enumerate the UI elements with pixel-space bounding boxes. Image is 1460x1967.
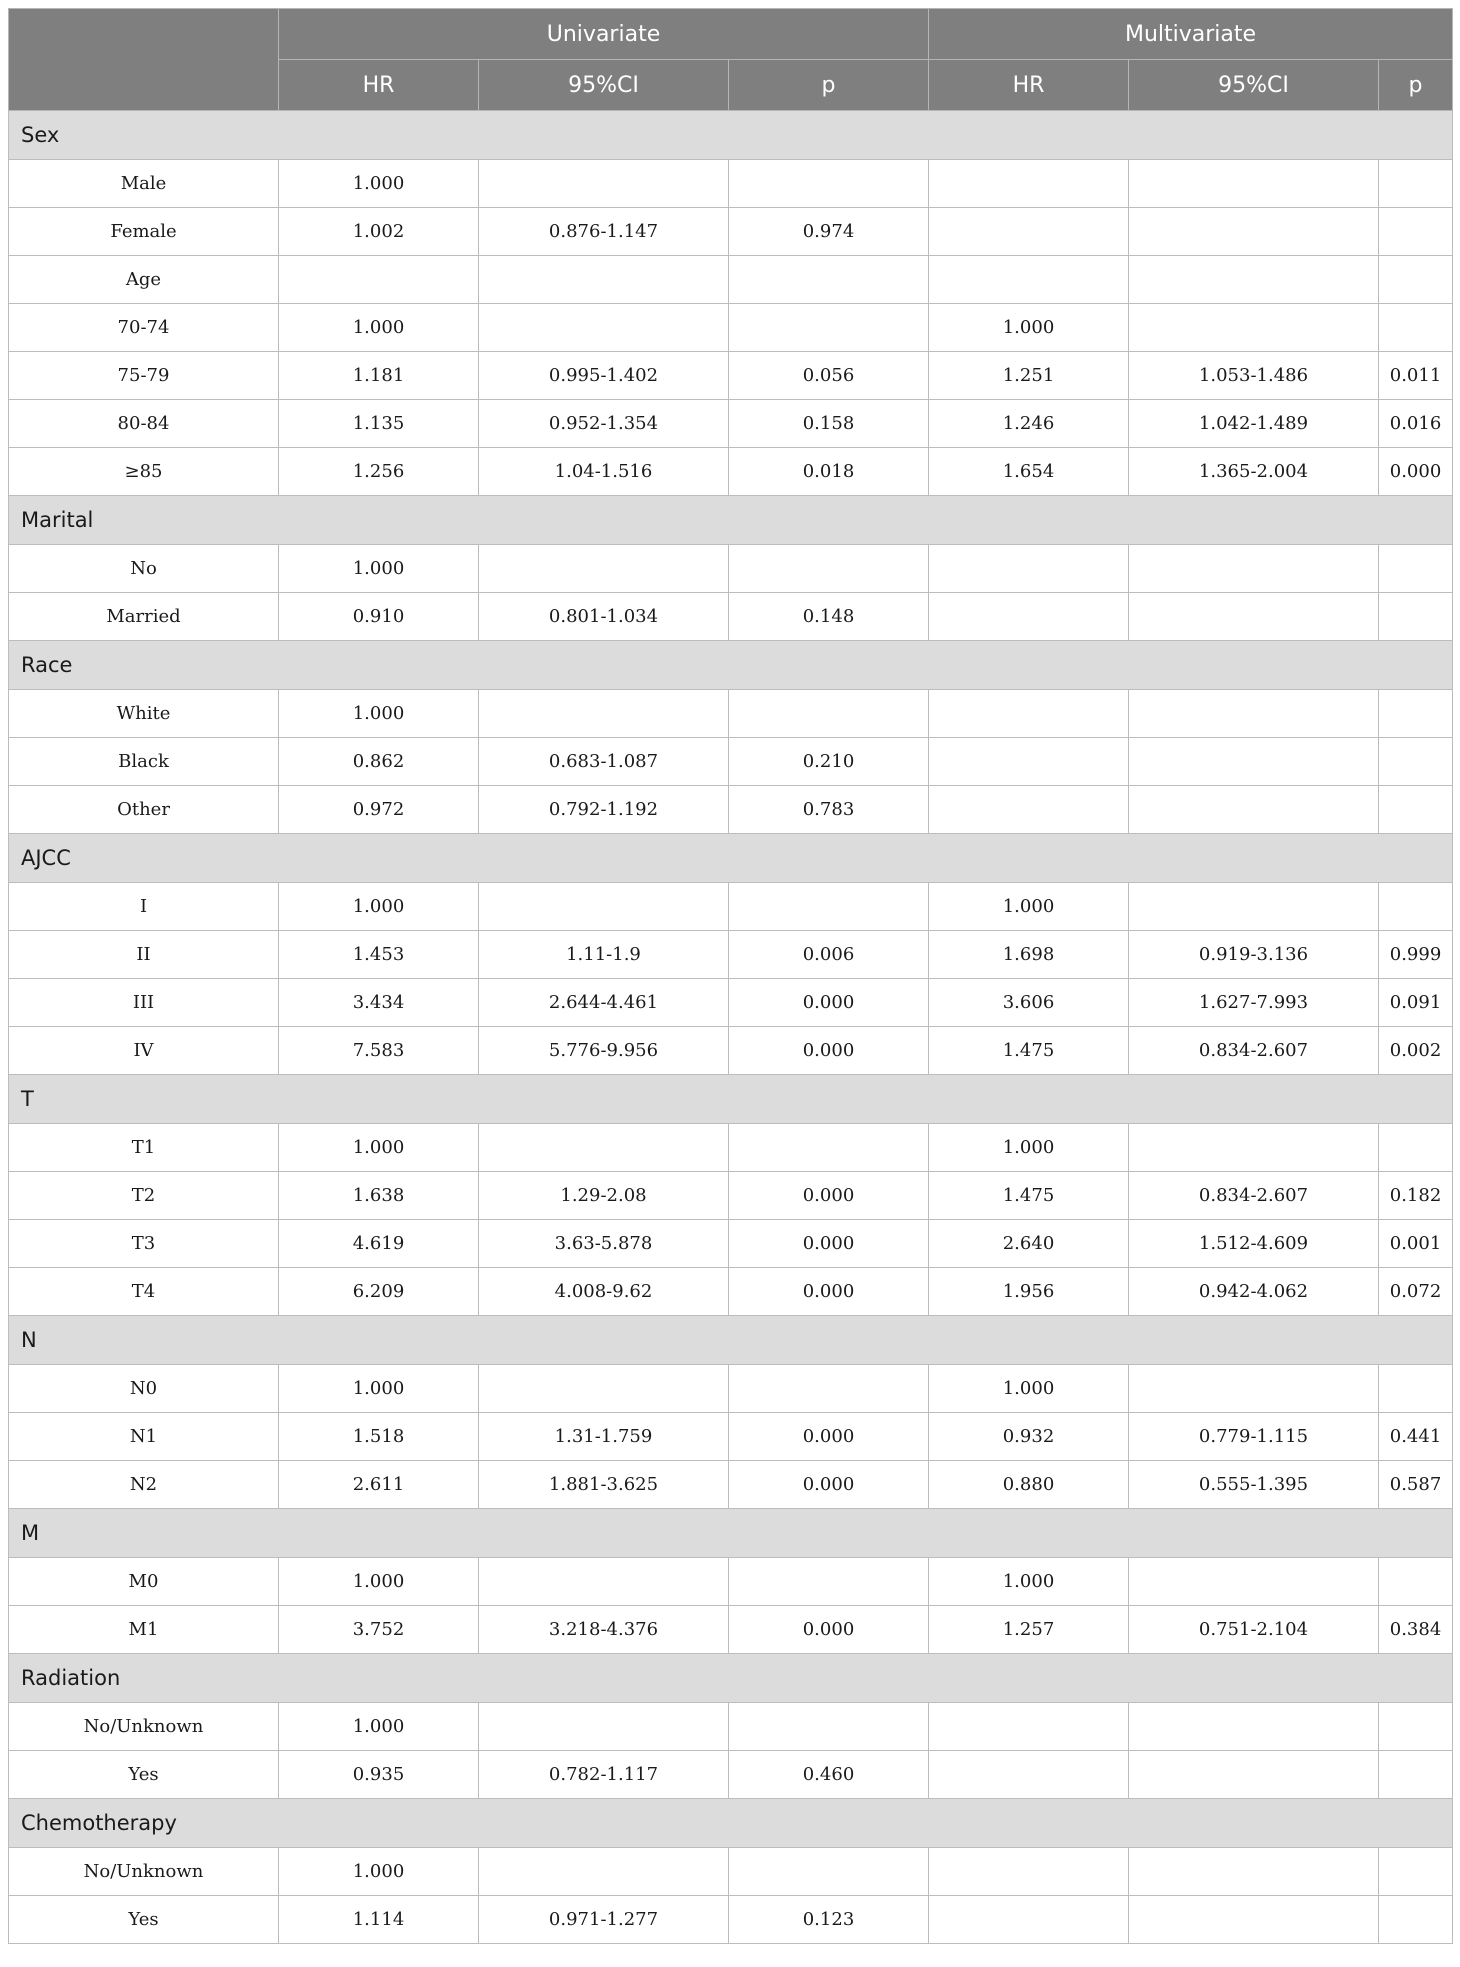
multi-p-cell: 0.016	[1379, 400, 1453, 448]
table-row	[9, 1703, 1453, 1751]
table-row	[9, 1220, 1453, 1268]
multi-hr-cell	[929, 1751, 1129, 1799]
multi-hr-cell: 0.880	[929, 1461, 1129, 1509]
uni-ci-cell: 5.776-9.956	[479, 1027, 729, 1075]
row-label: T2	[9, 1172, 279, 1220]
group-label: Race	[9, 641, 1453, 690]
row-label: III	[9, 979, 279, 1027]
header-multi-hr: HR	[929, 60, 1129, 111]
uni-hr-cell: 1.000	[279, 1124, 479, 1172]
multi-ci-cell	[1129, 1848, 1379, 1896]
table-row	[9, 1751, 1453, 1799]
multi-ci-cell: 1.512-4.609	[1129, 1220, 1379, 1268]
uni-ci-cell	[479, 256, 729, 304]
uni-ci-cell	[479, 1558, 729, 1606]
multi-p-cell	[1379, 208, 1453, 256]
multi-p-cell: 0.002	[1379, 1027, 1453, 1075]
uni-hr-cell: 3.752	[279, 1606, 479, 1654]
multi-hr-cell	[929, 1703, 1129, 1751]
table-row	[9, 979, 1453, 1027]
multi-p-cell	[1379, 786, 1453, 834]
uni-hr-cell: 1.181	[279, 352, 479, 400]
header-blank-cell	[9, 9, 279, 111]
uni-hr-cell: 1.000	[279, 304, 479, 352]
row-label: Married	[9, 593, 279, 641]
table-row	[9, 738, 1453, 786]
table-row	[9, 1413, 1453, 1461]
table-row	[9, 1461, 1453, 1509]
multi-ci-cell	[1129, 1124, 1379, 1172]
row-label: No/Unknown	[9, 1703, 279, 1751]
uni-ci-cell: 1.29-2.08	[479, 1172, 729, 1220]
table-row	[9, 1027, 1453, 1075]
table-row	[9, 400, 1453, 448]
uni-hr-cell: 0.972	[279, 786, 479, 834]
multi-ci-cell	[1129, 256, 1379, 304]
table-row	[9, 1558, 1453, 1606]
multi-hr-cell: 1.000	[929, 1365, 1129, 1413]
row-label: White	[9, 690, 279, 738]
multi-ci-cell	[1129, 1558, 1379, 1606]
uni-hr-cell: 2.611	[279, 1461, 479, 1509]
multi-p-cell	[1379, 1558, 1453, 1606]
uni-hr-cell: 1.000	[279, 1703, 479, 1751]
uni-p-cell	[729, 883, 929, 931]
uni-ci-cell	[479, 883, 729, 931]
uni-ci-cell: 0.952-1.354	[479, 400, 729, 448]
uni-p-cell: 0.123	[729, 1896, 929, 1944]
multi-ci-cell: 1.365-2.004	[1129, 448, 1379, 496]
row-label: IV	[9, 1027, 279, 1075]
multi-ci-cell	[1129, 738, 1379, 786]
table-row	[9, 1896, 1453, 1944]
uni-hr-cell: 1.000	[279, 1365, 479, 1413]
multi-hr-cell: 1.475	[929, 1027, 1129, 1075]
uni-hr-cell: 3.434	[279, 979, 479, 1027]
multi-hr-cell: 1.000	[929, 304, 1129, 352]
multi-p-cell: 0.000	[1379, 448, 1453, 496]
uni-p-cell: 0.006	[729, 931, 929, 979]
uni-p-cell: 0.000	[729, 1220, 929, 1268]
multi-hr-cell	[929, 160, 1129, 208]
table-row	[9, 1172, 1453, 1220]
row-label: N2	[9, 1461, 279, 1509]
uni-ci-cell: 2.644-4.461	[479, 979, 729, 1027]
multi-hr-cell	[929, 545, 1129, 593]
row-label: ≥85	[9, 448, 279, 496]
header-multivariate: Multivariate	[929, 9, 1453, 60]
uni-p-cell	[729, 1365, 929, 1413]
multi-ci-cell	[1129, 1751, 1379, 1799]
uni-hr-cell	[279, 256, 479, 304]
uni-p-cell	[729, 160, 929, 208]
multi-hr-cell: 1.000	[929, 1124, 1129, 1172]
uni-p-cell: 0.000	[729, 1606, 929, 1654]
multi-ci-cell: 0.942-4.062	[1129, 1268, 1379, 1316]
header-uni-ci: 95%CI	[479, 60, 729, 111]
group-label: Marital	[9, 496, 1453, 545]
group-header-row	[9, 1075, 1453, 1124]
table-row	[9, 883, 1453, 931]
uni-ci-cell: 0.876-1.147	[479, 208, 729, 256]
multi-hr-cell	[929, 786, 1129, 834]
table-row	[9, 1848, 1453, 1896]
multi-ci-cell	[1129, 304, 1379, 352]
group-label: M	[9, 1509, 1453, 1558]
multi-ci-cell: 1.042-1.489	[1129, 400, 1379, 448]
multi-hr-cell: 1.000	[929, 1558, 1129, 1606]
group-header-row	[9, 1799, 1453, 1848]
multi-ci-cell: 0.834-2.607	[1129, 1172, 1379, 1220]
uni-hr-cell: 7.583	[279, 1027, 479, 1075]
multi-p-cell: 0.441	[1379, 1413, 1453, 1461]
uni-hr-cell: 1.453	[279, 931, 479, 979]
uni-ci-cell	[479, 545, 729, 593]
table-row	[9, 160, 1453, 208]
multi-ci-cell	[1129, 208, 1379, 256]
group-header-row	[9, 111, 1453, 160]
multi-p-cell	[1379, 1124, 1453, 1172]
row-label: M0	[9, 1558, 279, 1606]
group-header-row	[9, 834, 1453, 883]
multi-p-cell: 0.001	[1379, 1220, 1453, 1268]
multi-p-cell	[1379, 1703, 1453, 1751]
multi-hr-cell: 1.257	[929, 1606, 1129, 1654]
uni-ci-cell: 0.971-1.277	[479, 1896, 729, 1944]
uni-p-cell: 0.783	[729, 786, 929, 834]
multi-ci-cell: 0.555-1.395	[1129, 1461, 1379, 1509]
multi-ci-cell	[1129, 1703, 1379, 1751]
group-label: Chemotherapy	[9, 1799, 1453, 1848]
uni-ci-cell: 0.683-1.087	[479, 738, 729, 786]
row-label: N0	[9, 1365, 279, 1413]
row-label: No	[9, 545, 279, 593]
table-row	[9, 690, 1453, 738]
multi-ci-cell	[1129, 545, 1379, 593]
uni-hr-cell: 0.862	[279, 738, 479, 786]
uni-ci-cell	[479, 1365, 729, 1413]
uni-p-cell: 0.148	[729, 593, 929, 641]
row-label: No/Unknown	[9, 1848, 279, 1896]
multi-hr-cell: 3.606	[929, 979, 1129, 1027]
row-label: N1	[9, 1413, 279, 1461]
uni-hr-cell: 1.002	[279, 208, 479, 256]
uni-ci-cell: 0.792-1.192	[479, 786, 729, 834]
uni-ci-cell: 1.04-1.516	[479, 448, 729, 496]
uni-p-cell: 0.460	[729, 1751, 929, 1799]
multi-p-cell	[1379, 1848, 1453, 1896]
multi-p-cell	[1379, 160, 1453, 208]
table-row	[9, 1124, 1453, 1172]
multi-p-cell	[1379, 545, 1453, 593]
multi-p-cell	[1379, 738, 1453, 786]
multi-hr-cell	[929, 1848, 1129, 1896]
table-header	[9, 9, 1453, 111]
uni-hr-cell: 1.256	[279, 448, 479, 496]
multi-p-cell	[1379, 1896, 1453, 1944]
multi-hr-cell	[929, 256, 1129, 304]
table-row	[9, 545, 1453, 593]
multi-hr-cell: 1.698	[929, 931, 1129, 979]
uni-hr-cell: 0.910	[279, 593, 479, 641]
uni-hr-cell: 1.000	[279, 883, 479, 931]
row-label: Black	[9, 738, 279, 786]
table-row	[9, 304, 1453, 352]
row-label: 70-74	[9, 304, 279, 352]
uni-hr-cell: 4.619	[279, 1220, 479, 1268]
row-label: Yes	[9, 1896, 279, 1944]
uni-p-cell	[729, 1558, 929, 1606]
multi-p-cell: 0.091	[1379, 979, 1453, 1027]
uni-hr-cell: 1.000	[279, 690, 479, 738]
header-uni-hr: HR	[279, 60, 479, 111]
table-row	[9, 208, 1453, 256]
table-row	[9, 448, 1453, 496]
multi-hr-cell	[929, 690, 1129, 738]
table-row	[9, 352, 1453, 400]
multi-ci-cell: 1.627-7.993	[1129, 979, 1379, 1027]
uni-p-cell: 0.000	[729, 979, 929, 1027]
multi-p-cell	[1379, 883, 1453, 931]
uni-ci-cell	[479, 690, 729, 738]
multi-p-cell: 0.999	[1379, 931, 1453, 979]
uni-ci-cell	[479, 1703, 729, 1751]
multi-hr-cell: 1.000	[929, 883, 1129, 931]
table-row	[9, 1268, 1453, 1316]
table-row	[9, 593, 1453, 641]
multi-ci-cell	[1129, 1896, 1379, 1944]
row-label: I	[9, 883, 279, 931]
group-header-row	[9, 1654, 1453, 1703]
multi-ci-cell	[1129, 1365, 1379, 1413]
multi-hr-cell: 1.654	[929, 448, 1129, 496]
table-row	[9, 1365, 1453, 1413]
uni-p-cell: 0.974	[729, 208, 929, 256]
uni-p-cell: 0.000	[729, 1413, 929, 1461]
multi-p-cell: 0.011	[1379, 352, 1453, 400]
group-label: AJCC	[9, 834, 1453, 883]
group-header-row	[9, 1316, 1453, 1365]
header-multi-p: p	[1379, 60, 1453, 111]
multi-hr-cell: 0.932	[929, 1413, 1129, 1461]
multi-ci-cell: 0.779-1.115	[1129, 1413, 1379, 1461]
multi-ci-cell	[1129, 690, 1379, 738]
group-label: T	[9, 1075, 1453, 1124]
cox-regression-table	[8, 8, 1453, 1944]
row-label: 80-84	[9, 400, 279, 448]
group-header-row	[9, 1509, 1453, 1558]
uni-ci-cell	[479, 1848, 729, 1896]
uni-p-cell: 0.158	[729, 400, 929, 448]
multi-ci-cell	[1129, 160, 1379, 208]
multi-p-cell	[1379, 593, 1453, 641]
row-label: Male	[9, 160, 279, 208]
multi-p-cell	[1379, 256, 1453, 304]
uni-ci-cell: 1.11-1.9	[479, 931, 729, 979]
uni-hr-cell: 0.935	[279, 1751, 479, 1799]
uni-ci-cell: 0.801-1.034	[479, 593, 729, 641]
multi-ci-cell: 1.053-1.486	[1129, 352, 1379, 400]
group-label: N	[9, 1316, 1453, 1365]
group-label: Radiation	[9, 1654, 1453, 1703]
uni-p-cell	[729, 1124, 929, 1172]
multi-p-cell: 0.587	[1379, 1461, 1453, 1509]
multi-p-cell	[1379, 1751, 1453, 1799]
group-header-row	[9, 641, 1453, 690]
uni-ci-cell	[479, 1124, 729, 1172]
uni-ci-cell: 1.881-3.625	[479, 1461, 729, 1509]
uni-p-cell	[729, 690, 929, 738]
multi-p-cell: 0.072	[1379, 1268, 1453, 1316]
row-label: T1	[9, 1124, 279, 1172]
uni-hr-cell: 1.000	[279, 160, 479, 208]
row-label: Other	[9, 786, 279, 834]
uni-hr-cell: 1.000	[279, 1848, 479, 1896]
multi-hr-cell	[929, 1896, 1129, 1944]
uni-p-cell	[729, 1703, 929, 1751]
multi-hr-cell: 1.251	[929, 352, 1129, 400]
multi-ci-cell: 0.919-3.136	[1129, 931, 1379, 979]
row-label: Yes	[9, 1751, 279, 1799]
multi-hr-cell	[929, 208, 1129, 256]
uni-p-cell	[729, 256, 929, 304]
uni-ci-cell: 1.31-1.759	[479, 1413, 729, 1461]
uni-p-cell	[729, 304, 929, 352]
multi-ci-cell: 0.751-2.104	[1129, 1606, 1379, 1654]
uni-ci-cell	[479, 304, 729, 352]
row-label: Female	[9, 208, 279, 256]
uni-p-cell	[729, 1848, 929, 1896]
table-row	[9, 1606, 1453, 1654]
uni-p-cell: 0.000	[729, 1027, 929, 1075]
row-label: Age	[9, 256, 279, 304]
regression-table-container	[8, 8, 1452, 1944]
row-label: 75-79	[9, 352, 279, 400]
uni-p-cell: 0.056	[729, 352, 929, 400]
uni-hr-cell: 1.000	[279, 1558, 479, 1606]
row-label: T4	[9, 1268, 279, 1316]
multi-ci-cell	[1129, 593, 1379, 641]
uni-p-cell: 0.000	[729, 1461, 929, 1509]
multi-hr-cell: 1.246	[929, 400, 1129, 448]
multi-p-cell	[1379, 690, 1453, 738]
uni-ci-cell: 4.008-9.62	[479, 1268, 729, 1316]
multi-ci-cell: 0.834-2.607	[1129, 1027, 1379, 1075]
header-univariate: Univariate	[279, 9, 929, 60]
multi-hr-cell: 1.475	[929, 1172, 1129, 1220]
uni-hr-cell: 1.135	[279, 400, 479, 448]
multi-p-cell: 0.384	[1379, 1606, 1453, 1654]
multi-hr-cell: 2.640	[929, 1220, 1129, 1268]
header-multi-ci: 95%CI	[1129, 60, 1379, 111]
multi-hr-cell	[929, 738, 1129, 786]
uni-p-cell: 0.000	[729, 1268, 929, 1316]
table-row	[9, 931, 1453, 979]
uni-ci-cell: 0.782-1.117	[479, 1751, 729, 1799]
group-label: Sex	[9, 111, 1453, 160]
header-uni-p: p	[729, 60, 929, 111]
multi-p-cell: 0.182	[1379, 1172, 1453, 1220]
multi-p-cell	[1379, 304, 1453, 352]
uni-hr-cell: 1.638	[279, 1172, 479, 1220]
multi-ci-cell	[1129, 883, 1379, 931]
table-body	[9, 111, 1453, 1944]
group-header-row	[9, 496, 1453, 545]
uni-p-cell: 0.000	[729, 1172, 929, 1220]
uni-ci-cell: 3.63-5.878	[479, 1220, 729, 1268]
uni-p-cell: 0.018	[729, 448, 929, 496]
uni-p-cell: 0.210	[729, 738, 929, 786]
multi-ci-cell	[1129, 786, 1379, 834]
multi-hr-cell	[929, 593, 1129, 641]
uni-hr-cell: 1.518	[279, 1413, 479, 1461]
row-label: M1	[9, 1606, 279, 1654]
uni-hr-cell: 6.209	[279, 1268, 479, 1316]
uni-hr-cell: 1.114	[279, 1896, 479, 1944]
uni-p-cell	[729, 545, 929, 593]
multi-p-cell	[1379, 1365, 1453, 1413]
table-row	[9, 786, 1453, 834]
multi-hr-cell: 1.956	[929, 1268, 1129, 1316]
uni-ci-cell	[479, 160, 729, 208]
row-label: T3	[9, 1220, 279, 1268]
uni-ci-cell: 0.995-1.402	[479, 352, 729, 400]
uni-hr-cell: 1.000	[279, 545, 479, 593]
uni-ci-cell: 3.218-4.376	[479, 1606, 729, 1654]
table-row	[9, 256, 1453, 304]
row-label: II	[9, 931, 279, 979]
